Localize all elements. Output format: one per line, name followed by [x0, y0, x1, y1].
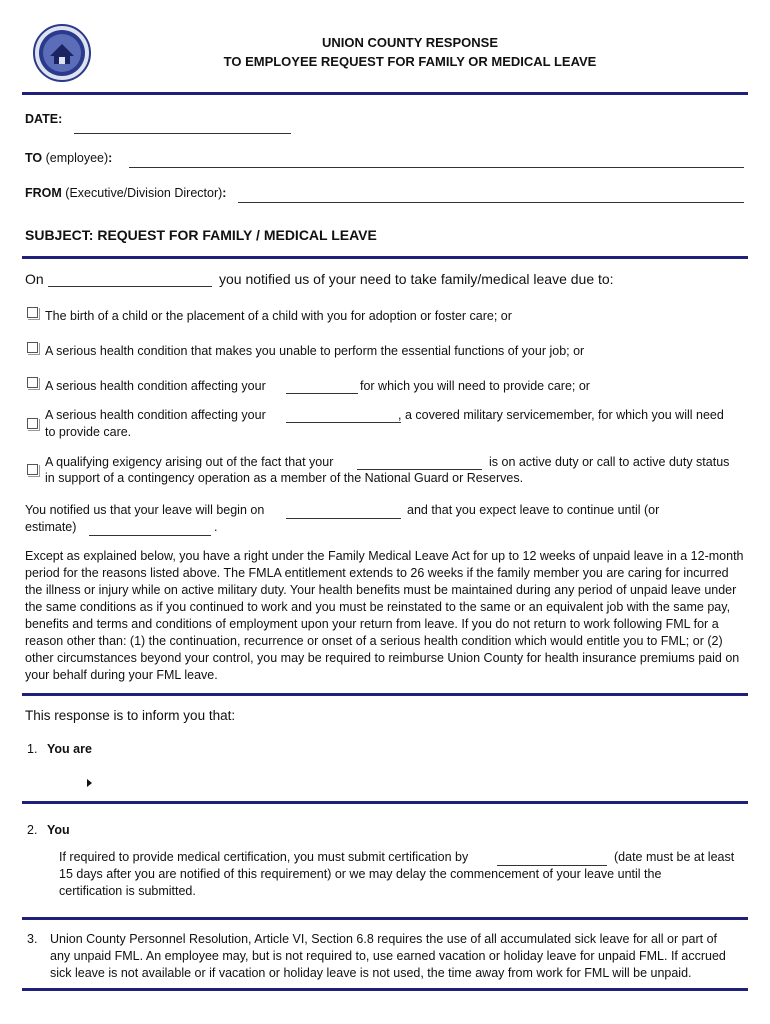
fmla-explanation: Except as explained below, you have a right under the Family Medical Leave Act for up to 12 weeks of unpaid leave in a 12-month period for the reasons listed above. The FMLA entitlement extends to 26 weeks if the family member you are caring for incurred the illness or injury while on active military duty. Your health benefits must be maintained during any period of unpaid leave under the same conditions as if you continued to work and you must be reinstated to the same or an equivalent job with the same pay, benefits and terms and conditions of employment upon your return from leave. If you do not return to work following FML for a reason other than: (1) the continuation, recurrence or onset of a serious health condition which would entitle you to FML; or (2) other circumstances beyond your control, you may be required to reimburse Union County for health insurance premiums paid on your behalf during your FML leave. [25, 549, 744, 682]
reason-family-health-checkbox[interactable] [27, 377, 38, 388]
leave-begin-field[interactable] [286, 518, 401, 519]
item1-number: 1. [27, 742, 38, 756]
leave-begin-text: You notified us that your leave will begin on [25, 503, 265, 517]
item2-text: If required to provide medical certification, you must submit certification by [59, 850, 469, 864]
certification-date-field[interactable] [497, 865, 607, 866]
to-employee-field[interactable] [129, 167, 744, 168]
item3-number: 3. [27, 932, 38, 946]
county-seal-logo [33, 24, 91, 82]
reason-exigency-checkbox[interactable] [27, 464, 38, 475]
on-label: On [25, 271, 44, 287]
reason-birth-checkbox[interactable] [27, 307, 38, 318]
reason-servicemember-checkbox[interactable] [27, 418, 38, 429]
reason-family-health-text: A serious health condition affecting your [45, 379, 266, 393]
item2-divider [22, 917, 748, 920]
leave-end-field[interactable] [89, 535, 211, 536]
family-member-field[interactable] [286, 393, 358, 394]
item2-label: You [47, 823, 70, 837]
to-label: TO (employee): [25, 151, 113, 165]
reason-exigency-text-line2: in support of a contingency operation as a member of the National Guard or Reserves. [45, 471, 524, 485]
expand-arrow-icon[interactable] [87, 779, 92, 787]
servicemember-field[interactable] [286, 422, 401, 423]
notified-text: you notified us of your need to take family/medical leave due to: [219, 271, 614, 287]
reason-exigency-text-end: is on active duty or call to active duty status [489, 455, 730, 469]
notified-date-field[interactable] [48, 286, 212, 287]
reason-birth-text: The birth of a child or the placement of a child with you for adoption or foster care; or [45, 309, 512, 323]
subject-heading: SUBJECT: REQUEST FOR FAMILY / MEDICAL LEAVE [25, 227, 377, 243]
form-title-line2: TO EMPLOYEE REQUEST FOR FAMILY OR MEDICAL LEAVE [223, 54, 597, 69]
reason-exigency-text: A qualifying exigency arising out of the fact that your [45, 455, 334, 469]
response-intro: This response is to inform you that: [25, 708, 236, 723]
date-field[interactable] [74, 133, 291, 134]
date-label: DATE: [25, 112, 63, 126]
item3-text-line2: any unpaid FML. An employee may, but is not required to, use earned vacation or holiday leave for unpaid FML. If accrued [50, 949, 726, 963]
from-director-field[interactable] [238, 202, 744, 203]
leave-estimate-text: estimate) [25, 520, 77, 534]
item1-label: You are [47, 742, 92, 756]
reason-family-health-text-end: for which you will need to provide care; or [360, 379, 590, 393]
item2-text-line3: certification is submitted. [59, 884, 196, 898]
from-label: FROM (Executive/Division Director): [25, 186, 227, 200]
item3-text-line3: sick leave is not available or if vacation or holiday leave is not used, the time away from work for FML will be unpaid. [50, 966, 692, 980]
reason-servicemember-text-line2: to provide care. [45, 425, 132, 439]
reason-own-health-text: A serious health condition that makes you unable to perform the essential functions of your job; or [45, 344, 585, 358]
exigency-member-field[interactable] [357, 469, 482, 470]
reason-own-health-checkbox[interactable] [27, 342, 38, 353]
footer-divider [22, 988, 748, 991]
item2-number: 2. [27, 823, 38, 837]
item3-text: Union County Personnel Resolution, Article VI, Section 6.8 requires the use of all accumulated sick leave for all or part of [50, 932, 718, 946]
form-title-line1: UNION COUNTY RESPONSE [321, 35, 498, 50]
leave-continue-text: and that you expect leave to continue until (or [407, 503, 660, 517]
subject-divider [22, 256, 748, 259]
item2-text-end: (date must be at least [614, 850, 735, 864]
item2-text-line2: 15 days after you are notified of this requirement) or we may delay the commencement of your leave until the [59, 867, 662, 881]
header-divider [22, 92, 748, 95]
item1-divider [22, 801, 748, 804]
leave-period: . [214, 520, 218, 534]
reason-servicemember-text: A serious health condition affecting your [45, 408, 266, 422]
explanation-divider [22, 693, 748, 696]
reason-servicemember-text-end: , a covered military servicemember, for which you will need [398, 408, 724, 422]
